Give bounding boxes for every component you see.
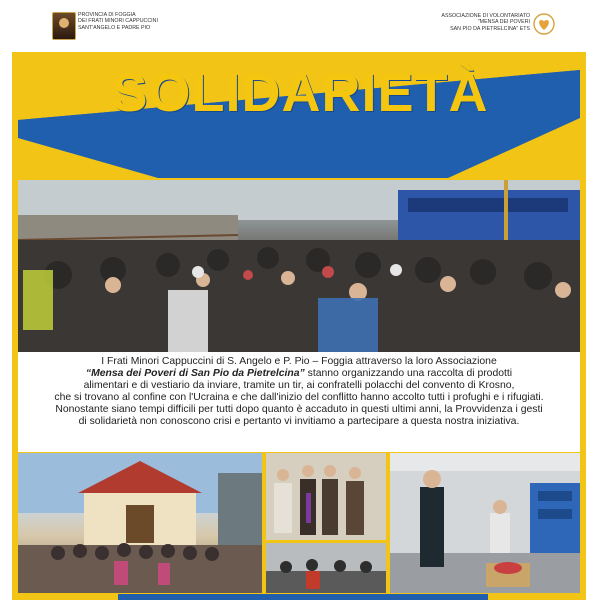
header-left-line: SANT'ANGELO E PADRE PIO bbox=[78, 24, 151, 31]
description-line-rest: stanno organizzando una raccolta di prodotti bbox=[304, 368, 513, 379]
friars-indoor-photo bbox=[266, 453, 386, 540]
header-right-line: "MENSA DEI POVERI bbox=[477, 19, 530, 26]
title-solidarieta: SOLIDARIETÀ bbox=[111, 63, 489, 123]
warehouse-aid-photo bbox=[390, 453, 580, 593]
association-name: “Mensa dei Poveri di San Pio da Pietrelcina” bbox=[85, 368, 305, 379]
header-left-text bbox=[78, 12, 158, 31]
street-photo-illustration bbox=[266, 543, 386, 593]
friars-photo-illustration bbox=[266, 453, 386, 540]
description-line: di solidarietà non conoscono crisi e pertanto vi invitiamo a partecipare a questa nostra iniziativa. bbox=[78, 416, 520, 427]
description-line: Nonostante siano tempi difficili per tutti dopo quanto è accaduto in questi ultimi anni, la Provvidenza i gesti bbox=[55, 404, 543, 415]
crowd-photo-illustration bbox=[18, 180, 580, 352]
header-right-line: ASSOCIAZIONE DI VOLONTARIATO bbox=[441, 13, 530, 19]
header-left-line: PROVINCIA DI FOGGIA bbox=[78, 12, 136, 18]
description-line: I Frati Minori Cappuccini di S. Angelo e P. Pio – Foggia attraverso la loro Associazione bbox=[101, 356, 497, 367]
header-right-line: SAN PIO DA PIETRELCINA" ETS bbox=[450, 25, 530, 32]
description-line bbox=[18, 368, 580, 380]
title-per: PER bbox=[131, 125, 201, 163]
description-line: che si trovano al confine con l'Ucraina e che dall'inizio del conflitto hanno accolto tutti i profughi e i rifugiati. bbox=[54, 392, 544, 403]
warehouse-photo-illustration bbox=[390, 453, 580, 593]
association-heart-logo bbox=[532, 12, 556, 36]
title-per-ucraina bbox=[0, 116, 600, 171]
description-line: alimentari e di vestiario da inviare, tramite un tir, ai confratelli polacchi del convento di Krosno, bbox=[83, 380, 515, 391]
title-ucraina: L'UCRAINA bbox=[206, 117, 469, 170]
capuchin-province-logo bbox=[52, 12, 76, 40]
refugee-crowd-photo bbox=[18, 180, 580, 352]
convent-group-photo bbox=[18, 453, 262, 593]
header-left-line: DEI FRATI MINORI CAPPUCCINI bbox=[78, 18, 158, 25]
winter-street-photo bbox=[266, 543, 386, 593]
header-right-text bbox=[441, 13, 530, 32]
bottom-blue-bar bbox=[118, 594, 488, 600]
convent-photo-illustration bbox=[18, 453, 262, 593]
